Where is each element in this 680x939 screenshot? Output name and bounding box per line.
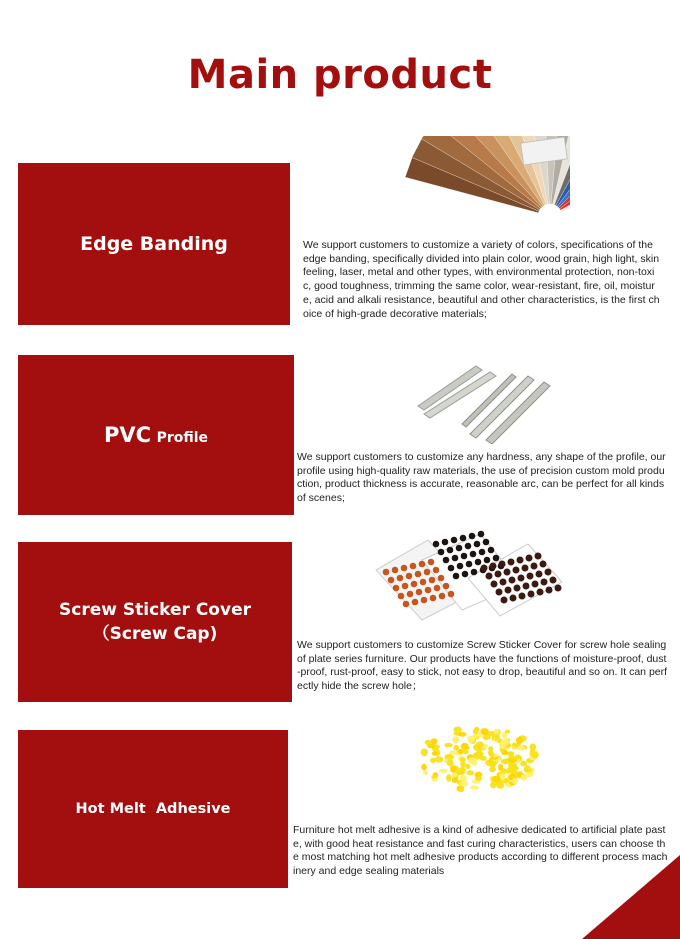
product-name: Hot Melt Adhesive — [75, 801, 231, 817]
screw-cap-image — [372, 530, 564, 622]
product-panel-pvc-profile — [18, 355, 294, 515]
pvc-profile-image — [410, 362, 560, 444]
page-title: Main product — [187, 52, 493, 98]
product-name-line1: Screw Sticker Cover — [59, 600, 251, 620]
product-description: We support customers to customize Screw Sticker Cover for screw hole sealing of plate series furniture. Our products have the functions of moisture-proof, dust-proof, rust-proof, easy to stick, not easy to drop, beautiful and so on. It can perfectly hide the screw hole； — [297, 639, 668, 693]
hot-melt-adhesive-image — [398, 705, 558, 805]
corner-decoration — [582, 855, 680, 939]
product-name: Edge Banding — [80, 233, 228, 255]
product-panel-edge-banding — [18, 163, 290, 325]
edge-banding-image — [400, 136, 570, 222]
product-panel-hot-melt-adhesive — [18, 730, 288, 888]
product-panel-screw-sticker-cover — [18, 542, 292, 702]
product-name-line2: （Screw Cap) — [92, 624, 218, 644]
product-description: We support customers to customize a variety of colors, specifications of the edge banding, specifically divided into plain color, wood grain, high light, skin feeling, laser, metal and other types, with environmental protection, non-toxic, good toughness, trimming the same color, wear-resistant, fire, oil, moisture, acid and alkali resistance, beautiful and other characteristics, is the first choice of high-grade decorative materials; — [303, 239, 660, 320]
product-name-main: PVC — [103, 423, 151, 447]
product-description: Furniture hot melt adhesive is a kind of adhesive dedicated to artificial plate paste, with good heat resistance and fast curing characteristics, users can choose the most matching hot melt adhesive products according to different process machinery and edge sealing materials — [293, 824, 668, 878]
product-description: We support customers to customize any hardness, any shape of the profile, our profile using high-quality raw materials, the use of precision custom mold production, product thickness is accurate, reasonable arc, can be perfect for all kinds of scenes; — [297, 451, 666, 505]
product-name-small: Profile — [156, 430, 209, 446]
